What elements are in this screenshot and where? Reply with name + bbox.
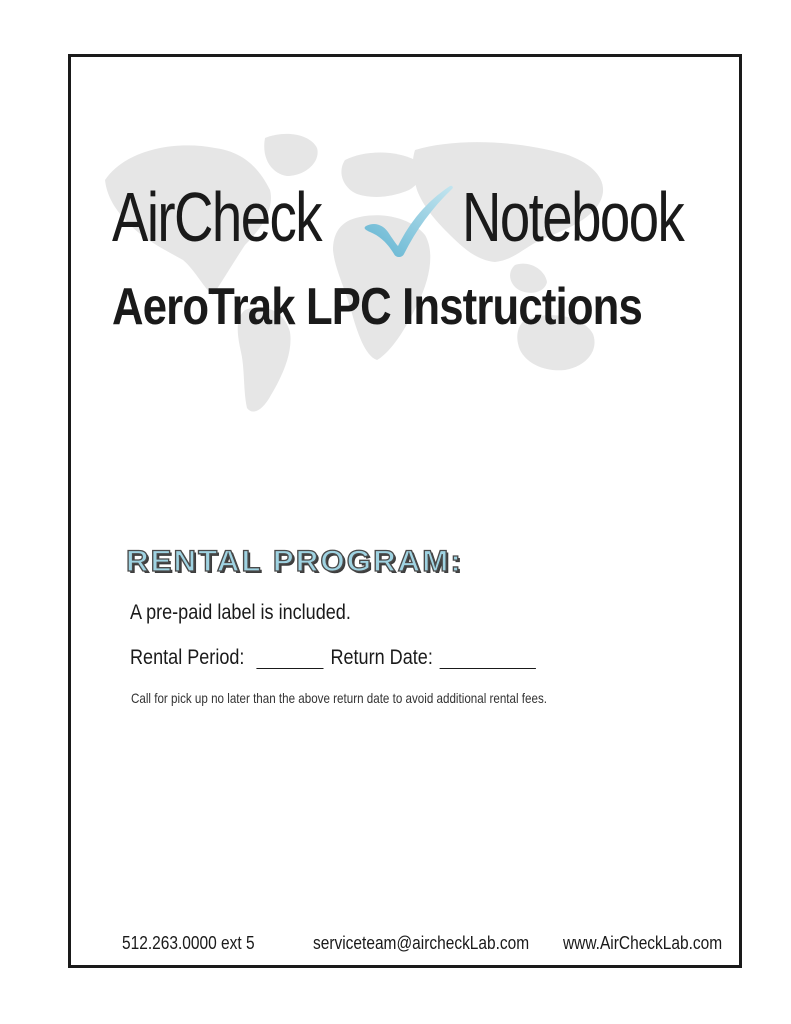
footer-email: serviceteam@aircheckLab.com bbox=[313, 933, 530, 953]
rental-dates-line bbox=[130, 643, 536, 673]
footer-phone: 512.263.0000 ext 5 bbox=[122, 933, 255, 953]
pickup-notice: Call for pick up no later than the above return date to avoid additional rental fees. bbox=[131, 690, 548, 706]
return-date-label: Return Date: bbox=[330, 646, 433, 669]
checkmark-icon bbox=[362, 180, 457, 260]
rental-program-heading: RENTAL PROGRAM: bbox=[126, 545, 463, 578]
brand-logo bbox=[112, 172, 732, 262]
brand-name-notebook: Notebook bbox=[462, 178, 684, 256]
return-date-blank bbox=[440, 646, 536, 669]
prepaid-label-note: A pre-paid label is included. bbox=[130, 601, 351, 624]
rental-period-label: Rental Period: bbox=[130, 646, 245, 669]
document-title: AeroTrak LPC Instructions bbox=[112, 278, 642, 336]
brand-name-aircheck: AirCheck bbox=[112, 178, 322, 256]
rental-period-blank bbox=[256, 646, 323, 669]
world-map-icon bbox=[95, 120, 615, 420]
footer-website: www.AirCheckLab.com bbox=[563, 933, 723, 953]
